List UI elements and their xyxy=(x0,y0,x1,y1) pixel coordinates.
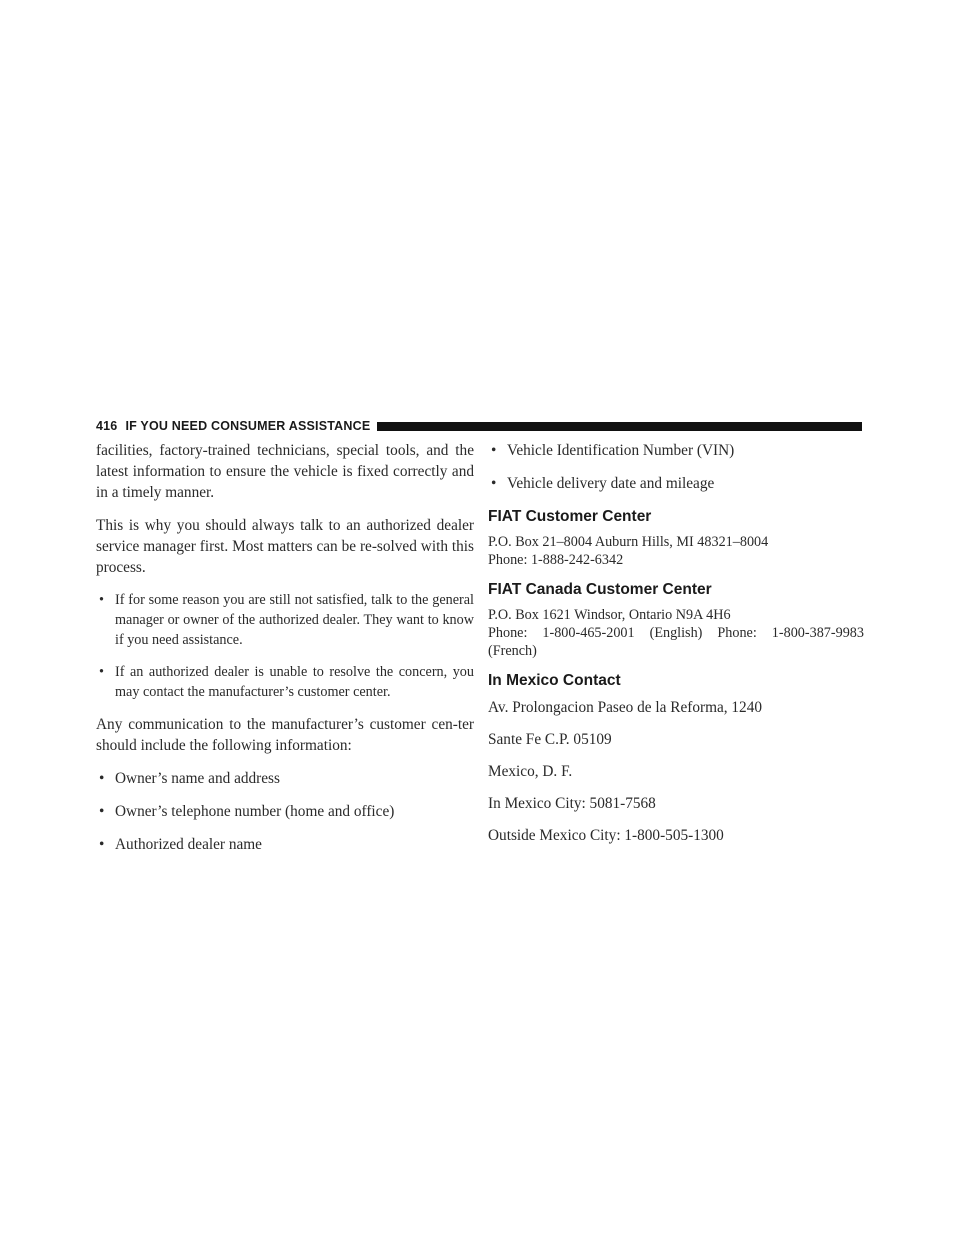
bullet-list xyxy=(488,440,864,494)
bullet-icon: • xyxy=(491,442,497,459)
page-header xyxy=(96,418,862,434)
list-item xyxy=(96,662,474,702)
right-column xyxy=(488,440,864,857)
list-item xyxy=(488,440,864,461)
list-item-text: Authorized dealer name xyxy=(115,836,262,853)
bullet-list xyxy=(96,768,474,855)
page-number: 416 xyxy=(96,419,118,433)
mexico-contact-heading: In Mexico Contact xyxy=(488,672,621,689)
list-item xyxy=(96,801,474,822)
fiat-center-heading: FIAT Customer Center xyxy=(488,508,652,525)
bullet-icon: • xyxy=(99,770,105,787)
list-item-text: Owner’s telephone number (home and office) xyxy=(115,803,395,820)
list-item xyxy=(96,768,474,789)
canada-center-heading: FIAT Canada Customer Center xyxy=(488,581,712,598)
list-item-text: Vehicle delivery date and mileage xyxy=(507,475,715,492)
fiat-center-address xyxy=(488,533,864,569)
paragraph: facilities, factory-trained technicians, special tools, and the latest information to ensure the vehicle is fixed correctly and in a timely manner. xyxy=(96,442,474,501)
left-column xyxy=(96,440,474,867)
bullet-list xyxy=(96,590,474,702)
phone-line: Phone: 1-800-465-2001 (English) Phone: 1-800-387-9983 (French) xyxy=(488,625,864,659)
list-item xyxy=(96,590,474,650)
list-item xyxy=(96,834,474,855)
list-item-text: Owner’s name and address xyxy=(115,770,280,787)
list-item-text: If an authorized dealer is unable to resolve the concern, you may contact the manufacturer’s customer center. xyxy=(115,664,474,700)
mexico-line: Mexico, D. F. xyxy=(488,763,573,780)
bullet-icon: • xyxy=(99,803,105,820)
list-item-text: If for some reason you are still not satisfied, talk to the general manager or owner of the authorized dealer. They want to know if you need assistance. xyxy=(115,592,474,648)
mexico-line: Av. Prolongacion Paseo de la Reforma, 1240 xyxy=(488,699,763,716)
mexico-line: Sante Fe C.P. 05109 xyxy=(488,731,612,748)
header-rule xyxy=(377,422,862,431)
section-title: IF YOU NEED CONSUMER ASSISTANCE xyxy=(125,419,371,433)
phone-line: Phone: 1-888-242-6342 xyxy=(488,552,624,568)
list-item xyxy=(488,473,864,494)
list-item-text: Vehicle Identification Number (VIN) xyxy=(507,442,735,459)
bullet-icon: • xyxy=(99,592,104,608)
address-line: P.O. Box 1621 Windsor, Ontario N9A 4H6 xyxy=(488,607,731,623)
bullet-icon: • xyxy=(99,664,104,680)
bullet-icon: • xyxy=(99,836,105,853)
paragraph: This is why you should always talk to an authorized dealer service manager first. Most matters can be re-solved with this process. xyxy=(96,517,474,576)
bullet-icon: • xyxy=(491,475,497,492)
paragraph: Any communication to the manufacturer’s customer cen-ter should include the following information: xyxy=(96,716,474,754)
mexico-line: Outside Mexico City: 1-800-505-1300 xyxy=(488,827,724,844)
address-line: P.O. Box 21–8004 Auburn Hills, MI 48321–8004 xyxy=(488,534,769,550)
mexico-line: In Mexico City: 5081-7568 xyxy=(488,795,656,812)
canada-center-address xyxy=(488,606,864,660)
